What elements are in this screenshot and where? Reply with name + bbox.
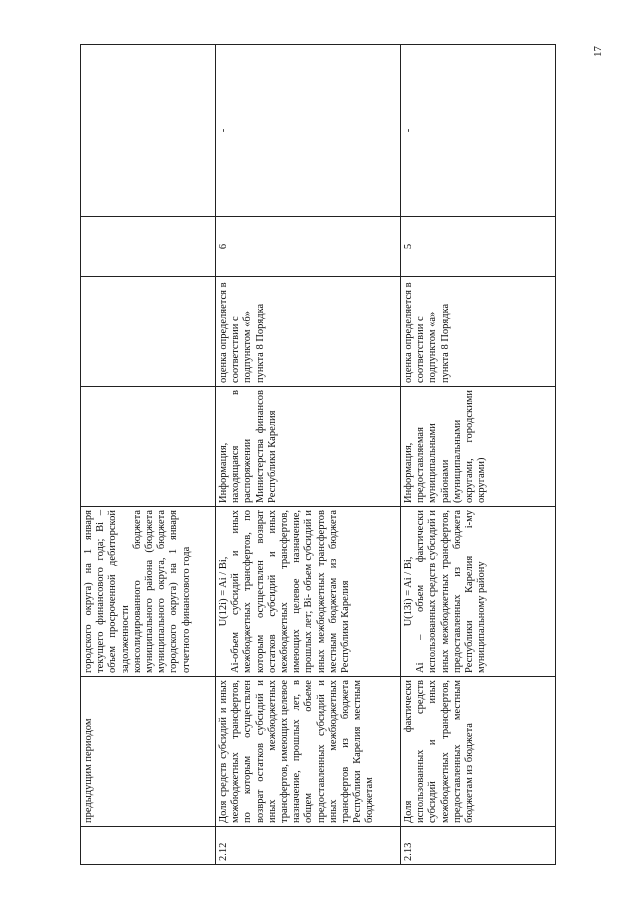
indicators-table [80,44,556,865]
indicator-name: Доля фактически использованных средств субсидий и иных межбюджетных трансфертов, предоставленных местным бюджетам из бюджета [401,677,556,827]
extra-column: - [401,45,556,217]
extra-column: - [216,45,401,217]
formula-head: U(12i) = Ai / Bi, [218,556,229,627]
row-number: 2.13 [401,827,556,865]
table-row [216,45,401,865]
data-source: Информация, предоставляемая муниципальными районами (муниципальными округами, городскими округами) [401,387,556,507]
formula-head: U(13i) = Ai / Bi, [403,556,414,627]
score: 5 [401,217,556,277]
extra-column [81,45,216,217]
row-number [81,827,216,865]
indicator-name: Доля средств субсидий и иных межбюджетных трансфертов, по которым осуществлен возврат остатков субсидий и иных межбюджетных трансфертов, имеющих целевое назначение, прошлых лет, в общем объеме предоставленных субсидий и иных межбюджетных трансфертов из бюджета Республики Карелия местным бюджетам [216,677,401,827]
formula-cell [401,507,556,677]
formula-text: городского округа) на 1 января текущего финансового года; Bi – объем просроченной дебиторской задолженности консолидированного бюджета муниципального района (бюджета муниципального округа, бюджета городского округа) на 1 января отчетного финансового года [81,507,216,677]
data-source: Информация, находящаяся в распоряжении Министерства финансов Республики Карелия [216,387,401,507]
row-number: 2.12 [216,827,401,865]
formula-text: Ai – объем фактически использованных средств субсидий и иных межбюджетных трансфертов, предоставленных из бюджета Республики Карелия i-му муниципальному району [415,510,488,673]
score: 6 [216,217,401,277]
evaluation-method [81,277,216,387]
score [81,217,216,277]
formula-cell [216,507,401,677]
indicator-name: предыдущим периодом [81,677,216,827]
table-row [81,45,216,865]
evaluation-method: оценка определяется в соответствии с подпунктом «б» пункта 8 Порядка [216,277,401,387]
formula-text: Ai-объем субсидий и иных межбюджетных трансфертов, по которым осуществлен возврат остатков субсидий и иных межбюджетных трансфертов, имеющих целевое назначение, прошлых лет; Bi- объем субсидий и иных межбюджетных трансфертов местным бюджетам из бюджета Республики Карелия [230,510,352,673]
data-source [81,387,216,507]
page-number: 17 [592,46,604,57]
evaluation-method: оценка определяется в соответствии с подпунктом «а» пункта 8 Порядка [401,277,556,387]
table-row [401,45,556,865]
